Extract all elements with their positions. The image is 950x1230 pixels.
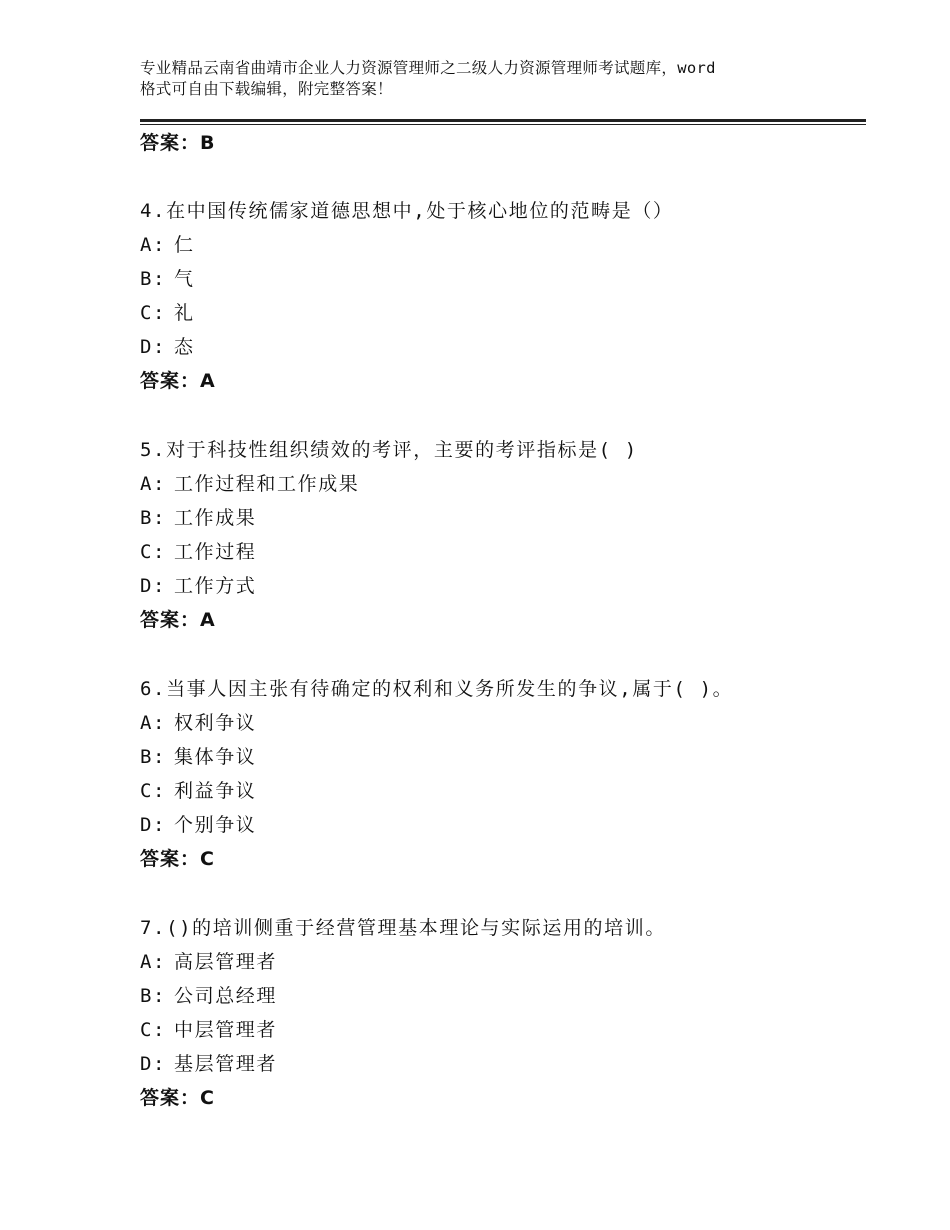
option-label: C: bbox=[140, 541, 167, 563]
option-a bbox=[140, 711, 860, 745]
question-text: 7.()的培训侧重于经营管理基本理论与实际运用的培训。 bbox=[140, 917, 666, 939]
option-label: A: bbox=[140, 234, 167, 256]
option-label: D: bbox=[140, 575, 167, 597]
answer: 答案：C bbox=[140, 848, 215, 870]
option-text: 中层管理者 bbox=[174, 1019, 278, 1041]
option-label: B: bbox=[140, 746, 167, 768]
option-a bbox=[140, 950, 860, 984]
option-b bbox=[140, 745, 860, 779]
option-label: C: bbox=[140, 1019, 167, 1041]
option-text: 高层管理者 bbox=[174, 951, 278, 973]
option-label: B: bbox=[140, 507, 167, 529]
option-text: 个别争议 bbox=[174, 814, 257, 836]
option-a bbox=[140, 472, 860, 506]
header-line-2: 格式可自由下载编辑，附完整答案！ bbox=[140, 80, 393, 98]
question-text: 6.当事人因主张有待确定的权利和义务所发生的争议,属于( )。 bbox=[140, 678, 734, 700]
question-6 bbox=[140, 677, 860, 881]
option-label: C: bbox=[140, 302, 167, 324]
previous-answer: 答案：B bbox=[140, 132, 216, 154]
header-divider-thick bbox=[140, 119, 866, 122]
option-label: B: bbox=[140, 268, 167, 290]
question-5 bbox=[140, 438, 860, 642]
option-c bbox=[140, 1018, 860, 1052]
option-label: C: bbox=[140, 780, 167, 802]
option-d bbox=[140, 813, 860, 847]
option-text: 礼 bbox=[174, 302, 195, 324]
option-b bbox=[140, 506, 860, 540]
option-label: B: bbox=[140, 985, 167, 1007]
option-a bbox=[140, 233, 860, 267]
option-d bbox=[140, 1052, 860, 1086]
question-text: 5.对于科技性组织绩效的考评，主要的考评指标是( ) bbox=[140, 439, 638, 461]
option-c bbox=[140, 779, 860, 813]
header-divider-thin bbox=[140, 124, 866, 125]
answer: 答案：C bbox=[140, 1087, 215, 1109]
option-b bbox=[140, 984, 860, 1018]
answer: 答案：A bbox=[140, 609, 216, 631]
question-text: 4.在中国传统儒家道德思想中,处于核心地位的范畴是（） bbox=[140, 200, 674, 222]
header-line-1: 专业精品云南省曲靖市企业人力资源管理师之二级人力资源管理师考试题库，word bbox=[140, 59, 716, 77]
option-text: 基层管理者 bbox=[174, 1053, 278, 1075]
option-text: 工作成果 bbox=[174, 507, 257, 529]
option-c bbox=[140, 301, 860, 335]
option-label: D: bbox=[140, 1053, 167, 1075]
option-text: 工作过程 bbox=[174, 541, 257, 563]
option-text: 公司总经理 bbox=[174, 985, 278, 1007]
answer: 答案：A bbox=[140, 370, 216, 392]
document-header bbox=[140, 58, 840, 100]
option-label: A: bbox=[140, 712, 167, 734]
option-d bbox=[140, 574, 860, 608]
option-b bbox=[140, 267, 860, 301]
question-4 bbox=[140, 199, 860, 403]
option-text: 态 bbox=[174, 336, 195, 358]
question-7 bbox=[140, 916, 860, 1120]
option-label: D: bbox=[140, 336, 167, 358]
option-c bbox=[140, 540, 860, 574]
option-d bbox=[140, 335, 860, 369]
option-label: A: bbox=[140, 951, 167, 973]
option-text: 工作过程和工作成果 bbox=[174, 473, 360, 495]
option-text: 气 bbox=[174, 268, 195, 290]
option-text: 集体争议 bbox=[174, 746, 257, 768]
option-text: 权利争议 bbox=[174, 712, 257, 734]
option-text: 利益争议 bbox=[174, 780, 257, 802]
option-text: 仁 bbox=[174, 234, 195, 256]
option-text: 工作方式 bbox=[174, 575, 257, 597]
option-label: D: bbox=[140, 814, 167, 836]
option-label: A: bbox=[140, 473, 167, 495]
